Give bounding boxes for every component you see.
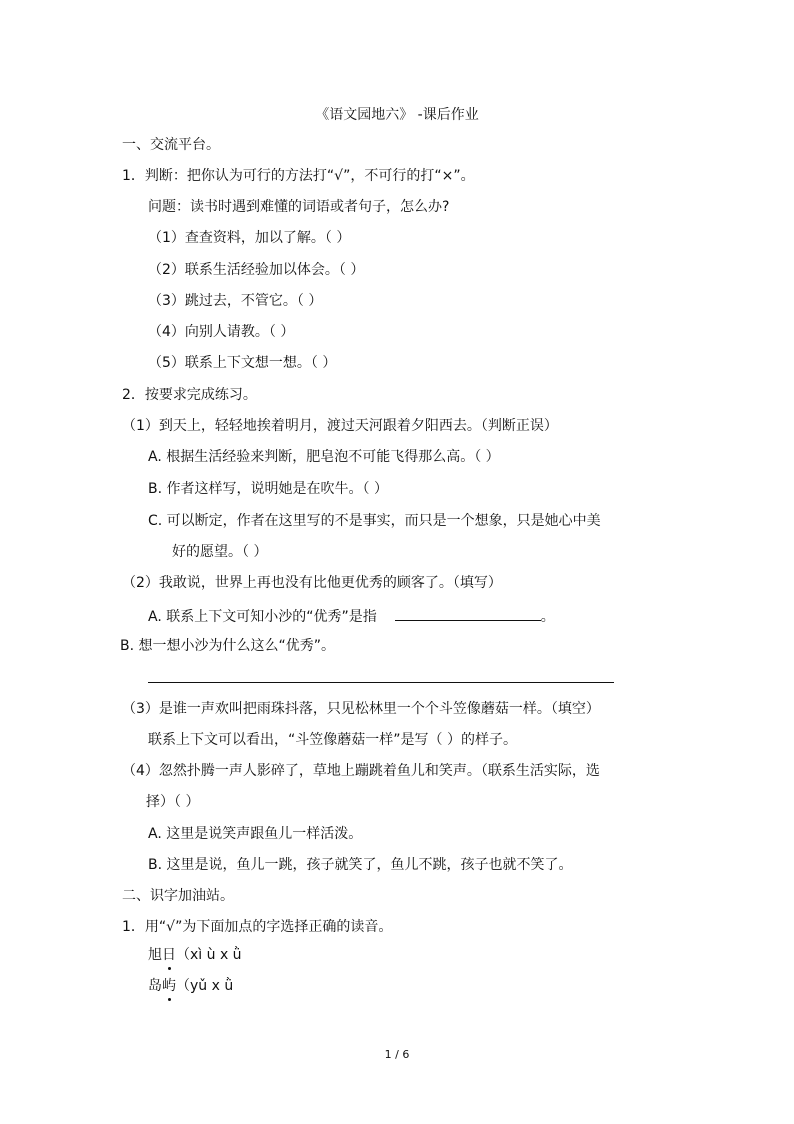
q2-part1-stem: （1）到天上，轻轻地挨着明月，渡过天河跟着夕阳西去。（判断正误） (122, 418, 558, 434)
q1-option-4: （4）向别人请教。（ ） (148, 324, 295, 340)
answer-blank[interactable] (395, 606, 541, 621)
q1-option-5: （5）联系上下文想一想。（ ） (148, 355, 337, 371)
pinyin-item-1 (148, 946, 242, 964)
q1-option-2: （2）联系生活经验加以体会。（ ） (148, 262, 365, 278)
q2-part1-option-b: B. 作者这样写，说明她是在吹牛。（ ） (148, 481, 388, 497)
q2-part2-option-a-text: A. 联系上下文可知小沙的“优秀”是指 (148, 609, 377, 625)
section-1-heading: 一、交流平台。 (122, 137, 220, 153)
q1-option-1: （1）查查资料，加以了解。（ ） (148, 230, 351, 246)
q2-part2-stem: （2）我敢说，世界上再也没有比他更优秀的顾客了。（填写） (122, 575, 502, 591)
period: 。 (540, 609, 555, 625)
q2-part4-stem-cont: 择）（ ） (146, 794, 200, 810)
q2-part3-line: 联系上下文可以看出，“斗笠像蘑菇一样”是写（ ）的样子。 (148, 732, 517, 748)
page-number: 1 / 6 (384, 1048, 410, 1061)
q1-option-3: （3）跳过去，不管它。（ ） (148, 293, 323, 309)
s2-q1-stem: 1．用“√”为下面加点的字选择正确的读音。 (122, 919, 393, 935)
q2-part3-stem: （3）是谁一声欢叫把雨珠抖落，只见松林里一个个斗笠像蘑菇一样。（填空） (122, 701, 600, 717)
q1-question: 问题：读书时遇到难懂的词语或者句子，怎么办? (148, 199, 450, 215)
answer-line[interactable] (148, 682, 614, 683)
word-char: 岛 (148, 978, 162, 994)
pinyin-item-2 (148, 977, 233, 995)
q2-part2-option-b: B. 想一想小沙为什么这么“优秀”。 (120, 638, 336, 654)
q2-part1-option-c: C. 可以断定，作者在这里写的不是事实，而只是一个想象，只是她心中美 (148, 513, 601, 529)
document-title: 《语文园地六》 -课后作业 (315, 107, 479, 123)
q1-stem: 1．判断：把你认为可行的方法打“√”，不可行的打“×”。 (122, 168, 475, 184)
q2-part1-option-a: A. 根据生活经验来判断，肥皂泡不可能飞得那么高。（ ） (148, 449, 500, 465)
dotted-char: 日 (162, 947, 176, 963)
q2-part2-option-a (148, 606, 555, 626)
word-char: 旭 (148, 947, 162, 963)
pinyin-options: （xì ù x ǜ (176, 947, 242, 963)
q2-part4-option-a: A. 这里是说笑声跟鱼儿一样活泼。 (148, 826, 363, 842)
section-2-heading: 二、识字加油站。 (122, 888, 234, 904)
q2-stem: 2．按要求完成练习。 (122, 387, 257, 403)
dotted-char: 屿 (162, 978, 176, 994)
q2-part4-option-b: B. 这里是说，鱼儿一跳，孩子就笑了，鱼儿不跳，孩子也就不笑了。 (148, 857, 573, 873)
pinyin-options: （yǔ x ǜ (176, 978, 234, 994)
q2-part1-option-c-cont: 好的愿望。（ ） (172, 544, 268, 560)
q2-part4-stem: （4）忽然扑腾一声人影碎了，草地上蹦跳着鱼儿和笑声。（联系生活实际，选 (122, 763, 600, 779)
